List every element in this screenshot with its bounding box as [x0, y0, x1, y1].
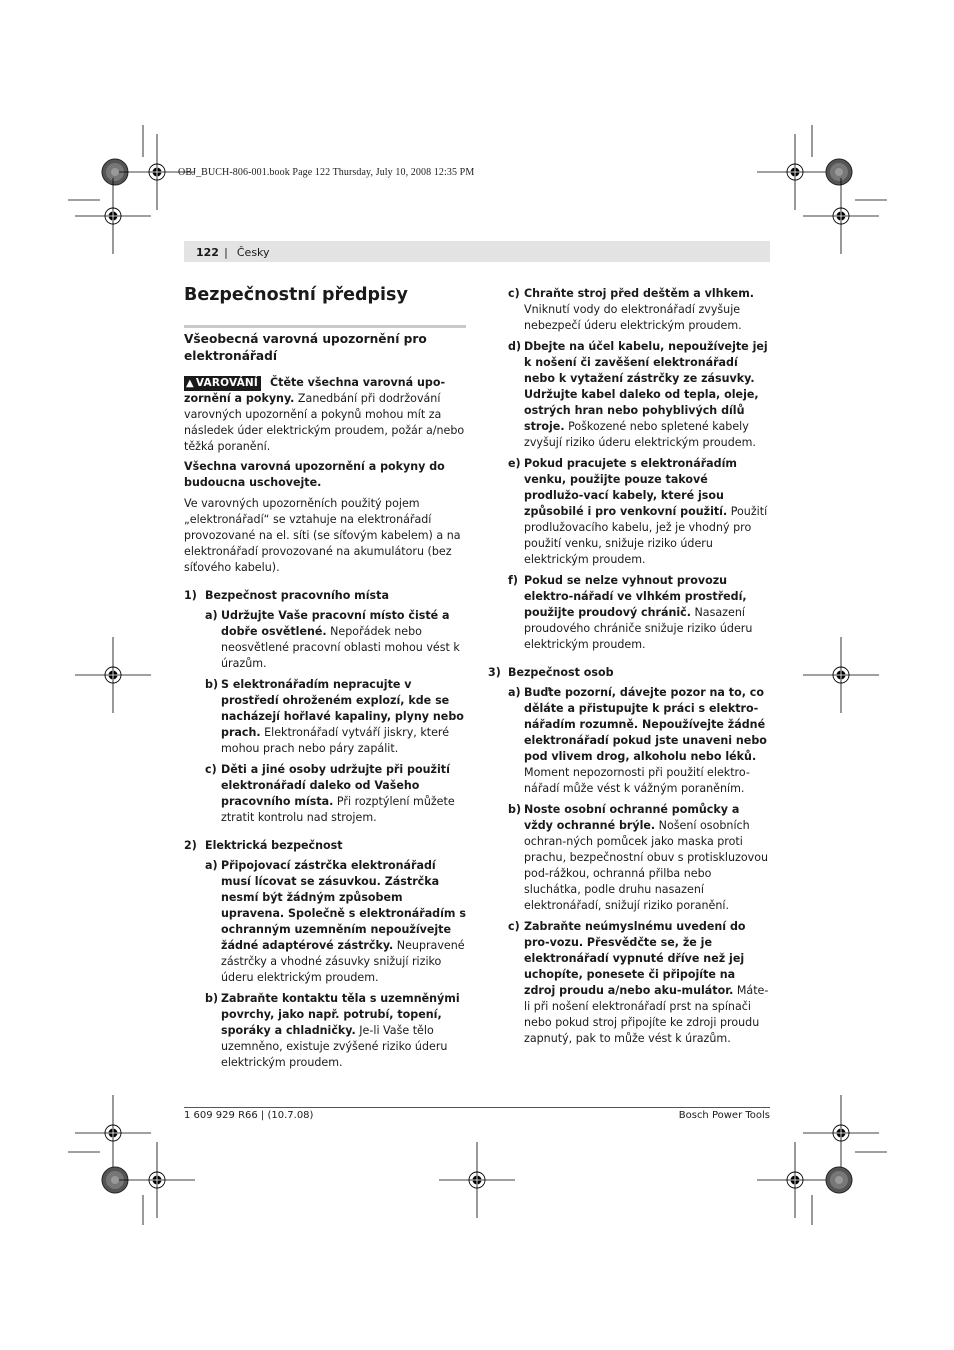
list-item: d) Dbejte na účel kabelu, nepoužívejte jej k nošení či zavěšení elektronářadí nebo k vytažení zástrčky ze zásuvky. Udržujte kabel daleko od tepla, oleje, ostrých hran nebo pohyblivých dílů stroje. Poškozené nebo spletené kabely zvyšují riziko úderu elektrickým proudem.	[508, 340, 768, 449]
list-item: b) Zabraňte kontaktu těla s uzemněnými povrchy, jako např. potrubí, topení, sporáky a chladničky. Je-li Vaše tělo uzemněno, existuje zvýšené riziko úderu elektrickým proudem.	[205, 992, 460, 1069]
registration-cross-bottom-left	[119, 1142, 195, 1218]
keep-note: Všechna varovná upozornění a pokyny do budoucna uschovejte.	[184, 460, 445, 489]
footer-brand: Bosch Power Tools	[678, 1110, 770, 1121]
warning-badge	[184, 376, 261, 391]
page-title: Bezpečnostní předpisy	[184, 285, 408, 305]
list-item: b) Noste osobní ochranné pomůcky a vždy ochranné brýle. Nošení osobních ochran-ných pomůcek jako maska proti prachu, bezpečnostní obuv s protiskluzovou pod-rážkou, ochranná přilba nebo sluchátka, podle druhu nasazení elektronářadí, snižují riziko poranění.	[508, 803, 769, 912]
list-item: b) S elektronářadím nepracujte v prostředí ohroženém explozí, kde se nacházejí hořlavé kapaliny, plyny nebo prach. Elektronářadí vytváří jiskry, které mohou prach nebo páry zapálit.	[205, 678, 464, 755]
left-column	[184, 325, 466, 1076]
right-column	[488, 286, 770, 1052]
warning-triangle-icon: ▲	[186, 378, 194, 389]
subheading-rule	[184, 325, 466, 328]
list-item: a) Připojovací zástrčka elektronářadí musí lícovat se zásuvkou. Zástrčka nesmí být žádným způsobem upravena. Společně s elektronářadím s ochranným uzemněním nepoužívejte žádné adaptérové zástrčky. Neupravené zástrčky a vhodné zásuvky snižují riziko úderu elektrickým proudem.	[205, 859, 466, 984]
registration-cross-left-middle	[75, 637, 151, 713]
list-item: a) Buďte pozorní, dávejte pozor na to, co děláte a přistupujte k práci s elektro-nářadím rozumně. Nepoužívejte žádné elektronářadí pokud jste unaveni nebo pod vlivem drog, alkoholu nebo léků. Moment nepozornosti při použití elektro-nářadí může vést k vážným poraněním.	[508, 686, 767, 795]
registration-cross-right-upper	[803, 178, 879, 254]
section-heading: 3) Bezpečnost osob	[488, 666, 614, 679]
warning-text: Zanedbání při dodržování varovných upozornění a pokynů mohou mít za následek úder elektrickým proudem, požár a/nebo těžká poranění.	[184, 392, 465, 453]
registration-cross-bottom-center	[439, 1142, 515, 1218]
list-item: f) Pokud se nelze vyhnout provozu elektro-nářadí ve vlhkém prostředí, použijte proudový chránič. Nasazení proudového chrániče snižuje riziko úderu elektrickým proudem.	[508, 574, 753, 651]
page-bar	[184, 241, 770, 262]
list-item: c) Děti a jiné osoby udržujte při použití elektronářadí daleko od Vašeho pracovního místa. Při rozptýlení můžete ztratit kontrolu nad strojem.	[205, 763, 455, 824]
list-item: e) Pokud pracujete s elektronářadím venku, použijte pouze takové prodlužo-vací kabely, které jsou způsobilé i pro venkovní použití. Použití prodlužovacího kabelu, jež je vhodný pro použití venku, snižuje riziko úderu elektrickým proudem.	[508, 457, 768, 566]
registration-rosette-top-right	[826, 159, 852, 185]
print-header: OBJ_BUCH-806-001.book Page 122 Thursday, July 10, 2008 12:35 PM	[178, 167, 475, 178]
list-item: c) Chraňte stroj před deštěm a vlhkem. Vniknutí vody do elektronářadí zvyšuje nebezpečí úderu elektrickým proudem.	[508, 287, 754, 332]
section-heading: 2) Elektrická bezpečnost	[184, 839, 343, 852]
page-number: 122	[196, 246, 219, 259]
registration-cross-bottom-right	[757, 1142, 833, 1218]
subheading: Všeobecná varovná upozornění pro elektronářadí	[184, 332, 427, 363]
registration-cross-right-lower	[803, 1095, 879, 1171]
page-bar-separator: |	[224, 246, 228, 259]
registration-cross-right-middle	[803, 637, 879, 713]
page-language: Česky	[236, 246, 270, 259]
section-heading: 1) Bezpečnost pracovního místa	[184, 589, 389, 602]
list-item: a) Udržujte Vaše pracovní místo čisté a dobře osvětlené. Nepořádek nebo neosvětlené pracovní oblasti mohou vést k úrazům.	[205, 609, 460, 670]
footer-doc-number: 1 609 929 R66 | (10.7.08)	[184, 1110, 314, 1121]
warning-badge-label: VAROVÁNÍ	[195, 377, 258, 389]
registration-cross-left-upper	[75, 178, 151, 254]
registration-rosette-bottom-right	[826, 1167, 852, 1193]
registration-cross-left-lower	[75, 1095, 151, 1171]
registration-cross-top-right	[757, 134, 833, 210]
definition-paragraph: Ve varovných upozorněních použitý pojem „elektronářadí“ se vztahuje na elektronářadí provozované na el. síti (se síťovým kabelem) a na elektronářadí provozované na akumulátoru (bez síťového kabelu).	[184, 497, 461, 574]
footer-rule	[184, 1107, 770, 1108]
warning-bold: Čtěte všechna varovná upo-zornění a pokyny.	[184, 376, 446, 405]
list-item: c) Zabraňte neúmyslnému uvedení do pro-vozu. Přesvědčte se, že je elektronářadí vypnuté dříve než jej uchopíte, ponesete či připojíte na zdroj proudu a/nebo aku-mulátor. Máte-li při nošení elektronářadí prst na spínači nebo pokud stroj připojíte ke zdroji proudu zapnutý, pak to může vést k úrazům.	[508, 920, 769, 1045]
warning-paragraph	[184, 375, 466, 455]
